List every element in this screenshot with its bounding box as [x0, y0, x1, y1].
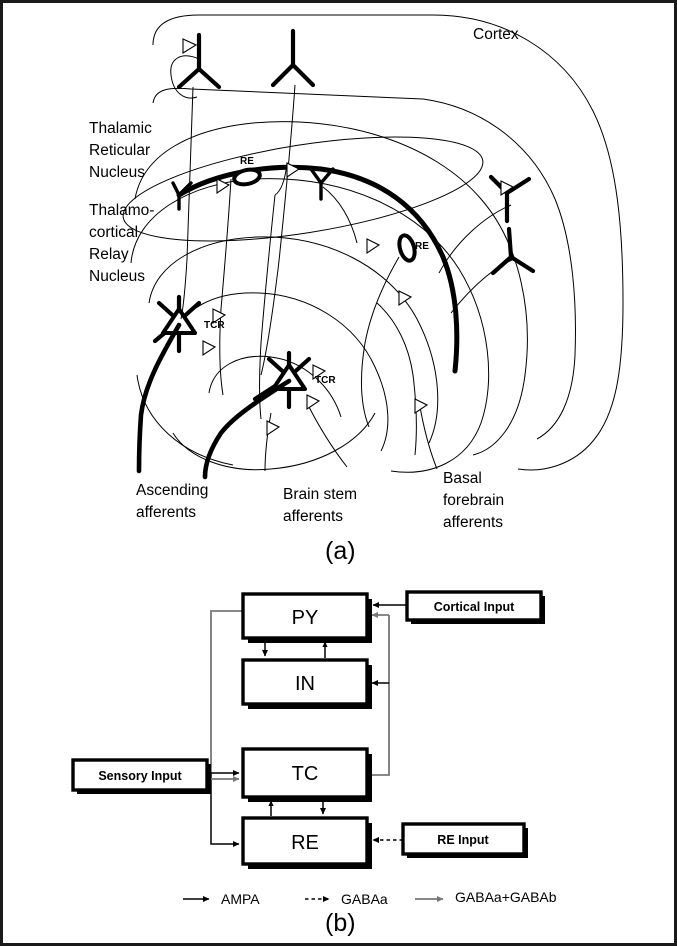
cortical-neuron-2 — [273, 31, 313, 85]
box-tc-label: TC — [291, 763, 319, 785]
label-re-cell-1: RE — [240, 156, 254, 167]
axon-bundle — [171, 56, 515, 471]
reticular-band — [179, 167, 457, 371]
label-ascending-line-2: afferents — [136, 504, 197, 521]
box-re-input-label: RE Input — [437, 833, 489, 847]
panel-b-caption: (b) — [325, 909, 356, 937]
legend-item-ampa — [183, 891, 260, 907]
box-py[interactable] — [243, 594, 372, 643]
panel-a-caption: (a) — [325, 537, 356, 565]
label-thalamocortical-relay-nucleus — [89, 202, 154, 285]
box-re-label: RE — [291, 832, 319, 854]
legend-item-gabaa-gabab — [415, 889, 557, 905]
box-py-label: PY — [291, 607, 319, 629]
box-sensory-input-label: Sensory Input — [98, 769, 182, 783]
box-cortical-input[interactable] — [407, 592, 545, 624]
label-trn-line-2: Reticular — [89, 142, 151, 159]
legend — [183, 889, 557, 907]
label-brain-stem-afferents — [283, 486, 357, 525]
label-tcr-cell-2: TCR — [315, 375, 336, 386]
box-re[interactable] — [243, 818, 372, 869]
label-tcrn-line-4: Nucleus — [89, 268, 145, 285]
label-tcrn-line-1: Thalamo- — [89, 202, 155, 219]
label-trn-line-1: Thalamic — [89, 120, 152, 137]
label-re-cell-2: RE — [415, 241, 429, 252]
conn-py-bus-to-re — [211, 773, 239, 844]
label-tcrn-line-2: cortical — [89, 224, 139, 241]
label-brainstem-line-2: afferents — [283, 508, 344, 525]
conn-py-left-bus — [211, 611, 243, 773]
synaptic-terminals — [183, 39, 513, 435]
cortical-neuron-3 — [491, 177, 529, 221]
box-sensory-input[interactable] — [73, 760, 211, 794]
box-cortical-input-label: Cortical Input — [433, 600, 515, 614]
label-ascending-line-1: Ascending — [136, 482, 209, 499]
box-in[interactable] — [243, 660, 372, 709]
box-tc[interactable] — [243, 749, 372, 802]
label-tcrn-line-3: Relay — [89, 246, 129, 263]
label-thalamic-reticular-nucleus — [89, 120, 152, 181]
legend-ampa-label: AMPA — [221, 891, 260, 907]
label-basal-line-1: Basal — [443, 470, 482, 487]
re-dendrite-tuft-2 — [311, 169, 333, 199]
legend-gabaa-label: GABAa — [341, 891, 388, 907]
re-soma-1 — [233, 167, 261, 186]
legend-item-gabaa — [305, 891, 388, 907]
label-trn-line-3: Nucleus — [89, 164, 145, 181]
label-basal-line-2: forebrain — [443, 492, 505, 509]
label-basal-line-3: afferents — [443, 514, 504, 531]
inner-contours — [137, 356, 375, 469]
label-basal-forebrain-afferents — [443, 470, 504, 531]
ascending-afferent-1 — [139, 325, 179, 471]
box-re-input[interactable] — [403, 824, 528, 858]
panel-a-anatomical-diagram — [3, 3, 674, 578]
cortex-outline — [153, 15, 623, 470]
label-ascending-afferents — [136, 482, 208, 521]
box-in-label: IN — [295, 673, 315, 695]
label-brainstem-line-1: Brain stem — [283, 486, 358, 503]
label-cortex: Cortex — [473, 26, 519, 43]
panel-b-block-diagram — [3, 578, 674, 943]
label-tcr-cell-1: TCR — [204, 320, 225, 331]
legend-gabaa-gabab-label: GABAa+GABAb — [455, 889, 557, 905]
